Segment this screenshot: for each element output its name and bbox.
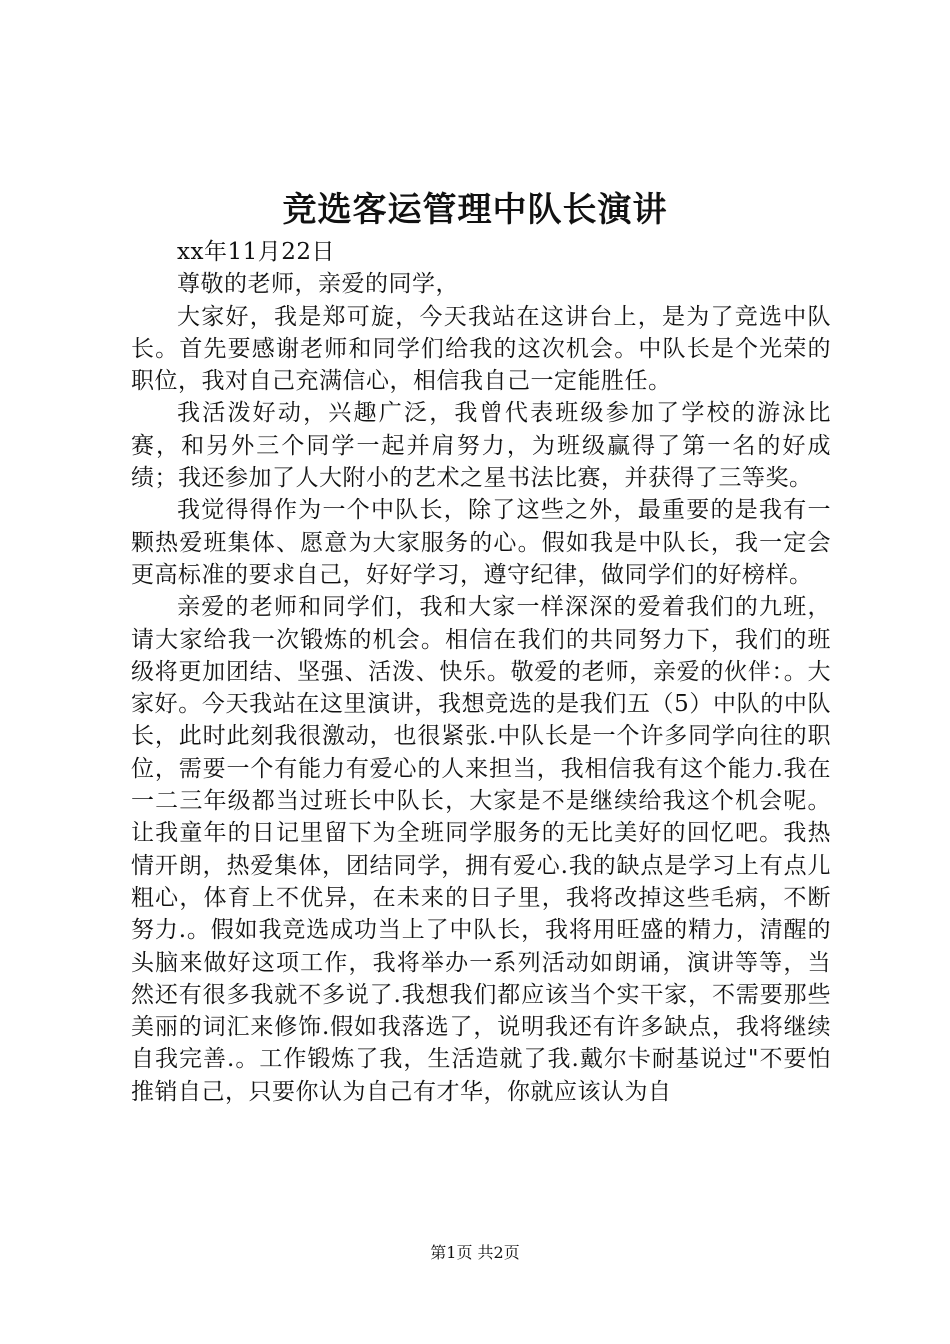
greeting-line: 尊敬的老师，亲爱的同学， bbox=[177, 271, 459, 298]
paragraph-4: 亲爱的老师和同学们，我和大家一样深深的爱着我们的九班，请大家给我一次锻炼的机会。相信在我们的共同努力下，我们的班级将更加团结、坚强、活泼、快乐。敬爱的老师，亲爱的伙伴：。大家好。今天我站在这里演讲，我想竞选的是我们五（5）中队的中队长，此时此刻我很激动，也很紧张.中队长是一个许多同学向往的职位，需要一个有能力有爱心的人来担当，我相信我有这个能力.我在一二三年级都当过班长中队长，大家是不是继续给我这个机会呢。让我童年的日记里留下为全班同学服务的无比美好的回忆吧。我热情开朗，热爱集体，团结同学，拥有爱心.我的缺点是学习上有点儿粗心，体育上不优异，在未来的日子里，我将改掉这些毛病，不断努力.。假如我竞选成功当上了中队长，我将用旺盛的精力，清醒的头脑来做好这项工作，我将举办一系列活动如朗诵，演讲等等，当然还有很多我就不多说了.我想我们都应该当个实干家，不需要那些美丽的词汇来修饰.假如我落选了，说明我还有许多缺点，我将继续自我完善.。工作锻炼了我，生活造就了我.戴尔卡耐基说过"不要怕推销自己，只要你认为自己有才华，你就应该认为自 bbox=[131, 594, 831, 1105]
page-footer: 第1页 共2页 bbox=[430, 1243, 520, 1262]
date-line: xx年11月22日 bbox=[177, 239, 335, 265]
document-title: 竞选客运管理中队长演讲 bbox=[282, 190, 668, 230]
paragraph-1: 大家好，我是郑可旋，今天我站在这讲台上，是为了竞选中队长。首先要感谢老师和同学们给我的这次机会。中队长是个光荣的职位，我对自己充满信心，相信我自己一定能胜任。 bbox=[131, 303, 831, 395]
paragraph-3: 我觉得得作为一个中队长，除了这些之外，最重要的是我有一颗热爱班集体、愿意为大家服务的心。假如我是中队长，我一定会更高标准的要求自己，好好学习，遵守纪律，做同学们的好榜样。 bbox=[131, 497, 831, 588]
document-body bbox=[131, 236, 831, 1108]
paragraph-2: 我活泼好动，兴趣广泛，我曾代表班级参加了学校的游泳比赛，和另外三个同学一起并肩努力，为班级赢得了第一名的好成绩；我还参加了人大附小的艺术之星书法比赛，并获得了三等奖。 bbox=[131, 400, 831, 492]
